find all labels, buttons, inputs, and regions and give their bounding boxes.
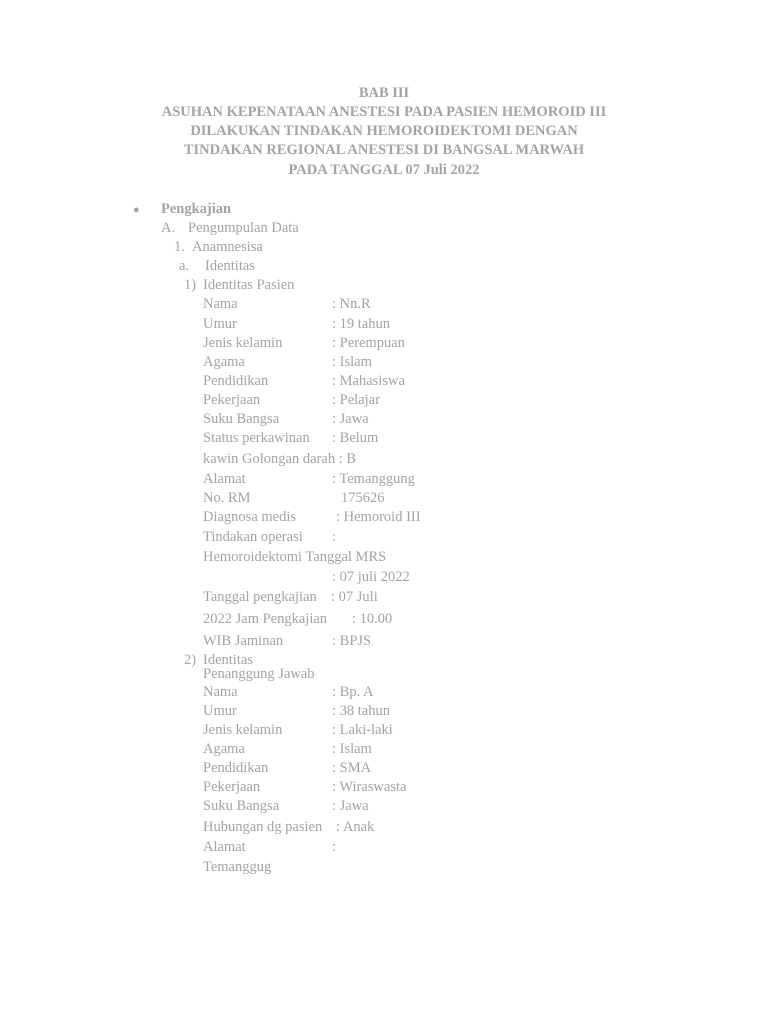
pasien-value-no-rm: 175626 bbox=[341, 490, 385, 506]
pasien-value: : Nn.R bbox=[332, 296, 371, 312]
penanggung-value: : 38 tahun bbox=[332, 703, 390, 719]
pasien-label: Pendidikan bbox=[203, 373, 269, 389]
penanggung-value-alamat: Temanggug bbox=[203, 859, 272, 875]
penanggung-colon-alamat: : bbox=[332, 839, 337, 855]
pasien-value: : 19 tahun bbox=[332, 316, 390, 332]
bullet-icon: ● bbox=[133, 204, 140, 216]
pasien-label: Agama bbox=[203, 354, 245, 370]
pasien-value: : Islam bbox=[332, 354, 372, 370]
penanggung-label: Nama bbox=[203, 684, 238, 700]
pasien-line-jam-pengkajian: 2022 Jam Pengkajian bbox=[203, 611, 328, 627]
title-line-3: TINDAKAN REGIONAL ANESTESI DI BANGSAL MARWAH bbox=[183, 142, 585, 158]
heading-identitas-penanggung-line1: Identitas bbox=[203, 652, 253, 668]
pasien-label-alamat: Alamat bbox=[203, 471, 246, 487]
heading-anamnesisa: Anamnesisa bbox=[192, 239, 263, 255]
chapter-title: BAB III bbox=[358, 85, 410, 101]
pasien-value-jam: : 10.00 bbox=[352, 611, 393, 627]
pasien-value-jaminan: : BPJS bbox=[332, 633, 372, 649]
pasien-line-golongan-darah: kawin Golongan darah : B bbox=[203, 451, 357, 467]
penanggung-label: Umur bbox=[203, 703, 237, 719]
pasien-value-mrs: : 07 juli 2022 bbox=[332, 569, 410, 585]
penanggung-label: Jenis kelamin bbox=[203, 722, 283, 738]
title-line-4: PADA TANGGAL 07 Juli 2022 bbox=[288, 162, 480, 178]
penanggung-value: : Jawa bbox=[332, 798, 369, 814]
penanggung-value: : Islam bbox=[332, 741, 372, 757]
section-pengkajian: Pengkajian bbox=[161, 201, 232, 217]
marker-1-paren: 1) bbox=[184, 277, 197, 293]
pasien-label-no-rm: No. RM bbox=[203, 490, 251, 506]
marker-1: 1. bbox=[174, 239, 185, 255]
pasien-colon-tindakan: : bbox=[332, 529, 337, 545]
heading-identitas-pasien: Identitas Pasien bbox=[203, 277, 295, 293]
penanggung-label: Suku Bangsa bbox=[203, 798, 280, 814]
heading-pengumpulan-data: Pengumpulan Data bbox=[188, 220, 299, 236]
penanggung-label-alamat: Alamat bbox=[203, 839, 246, 855]
penanggung-value: : SMA bbox=[332, 760, 372, 776]
pasien-value-tanggal-pengkajian: : 07 Juli bbox=[331, 589, 378, 605]
heading-identitas: Identitas bbox=[205, 258, 255, 274]
penanggung-label: Pendidikan bbox=[203, 760, 269, 776]
pasien-value: : Mahasiswa bbox=[332, 373, 405, 389]
pasien-value: : Belum bbox=[332, 430, 379, 446]
marker-2-paren: 2) bbox=[184, 652, 197, 668]
pasien-label-tanggal-pengkajian: Tanggal pengkajian bbox=[203, 589, 317, 605]
penanggung-label: Agama bbox=[203, 741, 245, 757]
heading-identitas-penanggung-line2: Penanggung Jawab bbox=[203, 666, 315, 682]
pasien-label: Jenis kelamin bbox=[203, 335, 283, 351]
marker-a: A. bbox=[161, 220, 176, 236]
title-line-2: DILAKUKAN TINDAKAN HEMOROIDEKTOMI DENGAN bbox=[190, 123, 578, 139]
pasien-label: Status perkawinan bbox=[203, 430, 310, 446]
pasien-value-alamat: : Temanggung bbox=[332, 471, 415, 487]
pasien-label: Suku Bangsa bbox=[203, 411, 280, 427]
pasien-line-hemoroidektomi: Hemoroidektomi Tanggal MRS bbox=[203, 549, 387, 565]
pasien-label-tindakan: Tindakan operasi bbox=[203, 529, 303, 545]
pasien-value: : Jawa bbox=[332, 411, 369, 427]
title-line-1: ASUHAN KEPENATAAN ANESTESI PADA PASIEN HEMOROID III bbox=[161, 104, 607, 120]
pasien-label-diagnosa: Diagnosa medis bbox=[203, 509, 297, 525]
pasien-label: Umur bbox=[203, 316, 237, 332]
penanggung-value: : Wiraswasta bbox=[332, 779, 407, 795]
penanggung-label: Pekerjaan bbox=[203, 779, 261, 795]
penanggung-label-hubungan: Hubungan dg pasien bbox=[203, 819, 323, 835]
pasien-line-jaminan: WIB Jaminan bbox=[203, 633, 284, 649]
penanggung-value: : Laki-laki bbox=[332, 722, 393, 738]
pasien-value-diagnosa: : Hemoroid III bbox=[336, 509, 421, 525]
pasien-value: : Pelajar bbox=[332, 392, 380, 408]
pasien-label: Pekerjaan bbox=[203, 392, 261, 408]
penanggung-value-hubungan: : Anak bbox=[336, 819, 375, 835]
pasien-label: Nama bbox=[203, 296, 238, 312]
penanggung-value: : Bp. A bbox=[332, 684, 374, 700]
pasien-value: : Perempuan bbox=[332, 335, 405, 351]
marker-a-sub: a. bbox=[179, 258, 190, 274]
